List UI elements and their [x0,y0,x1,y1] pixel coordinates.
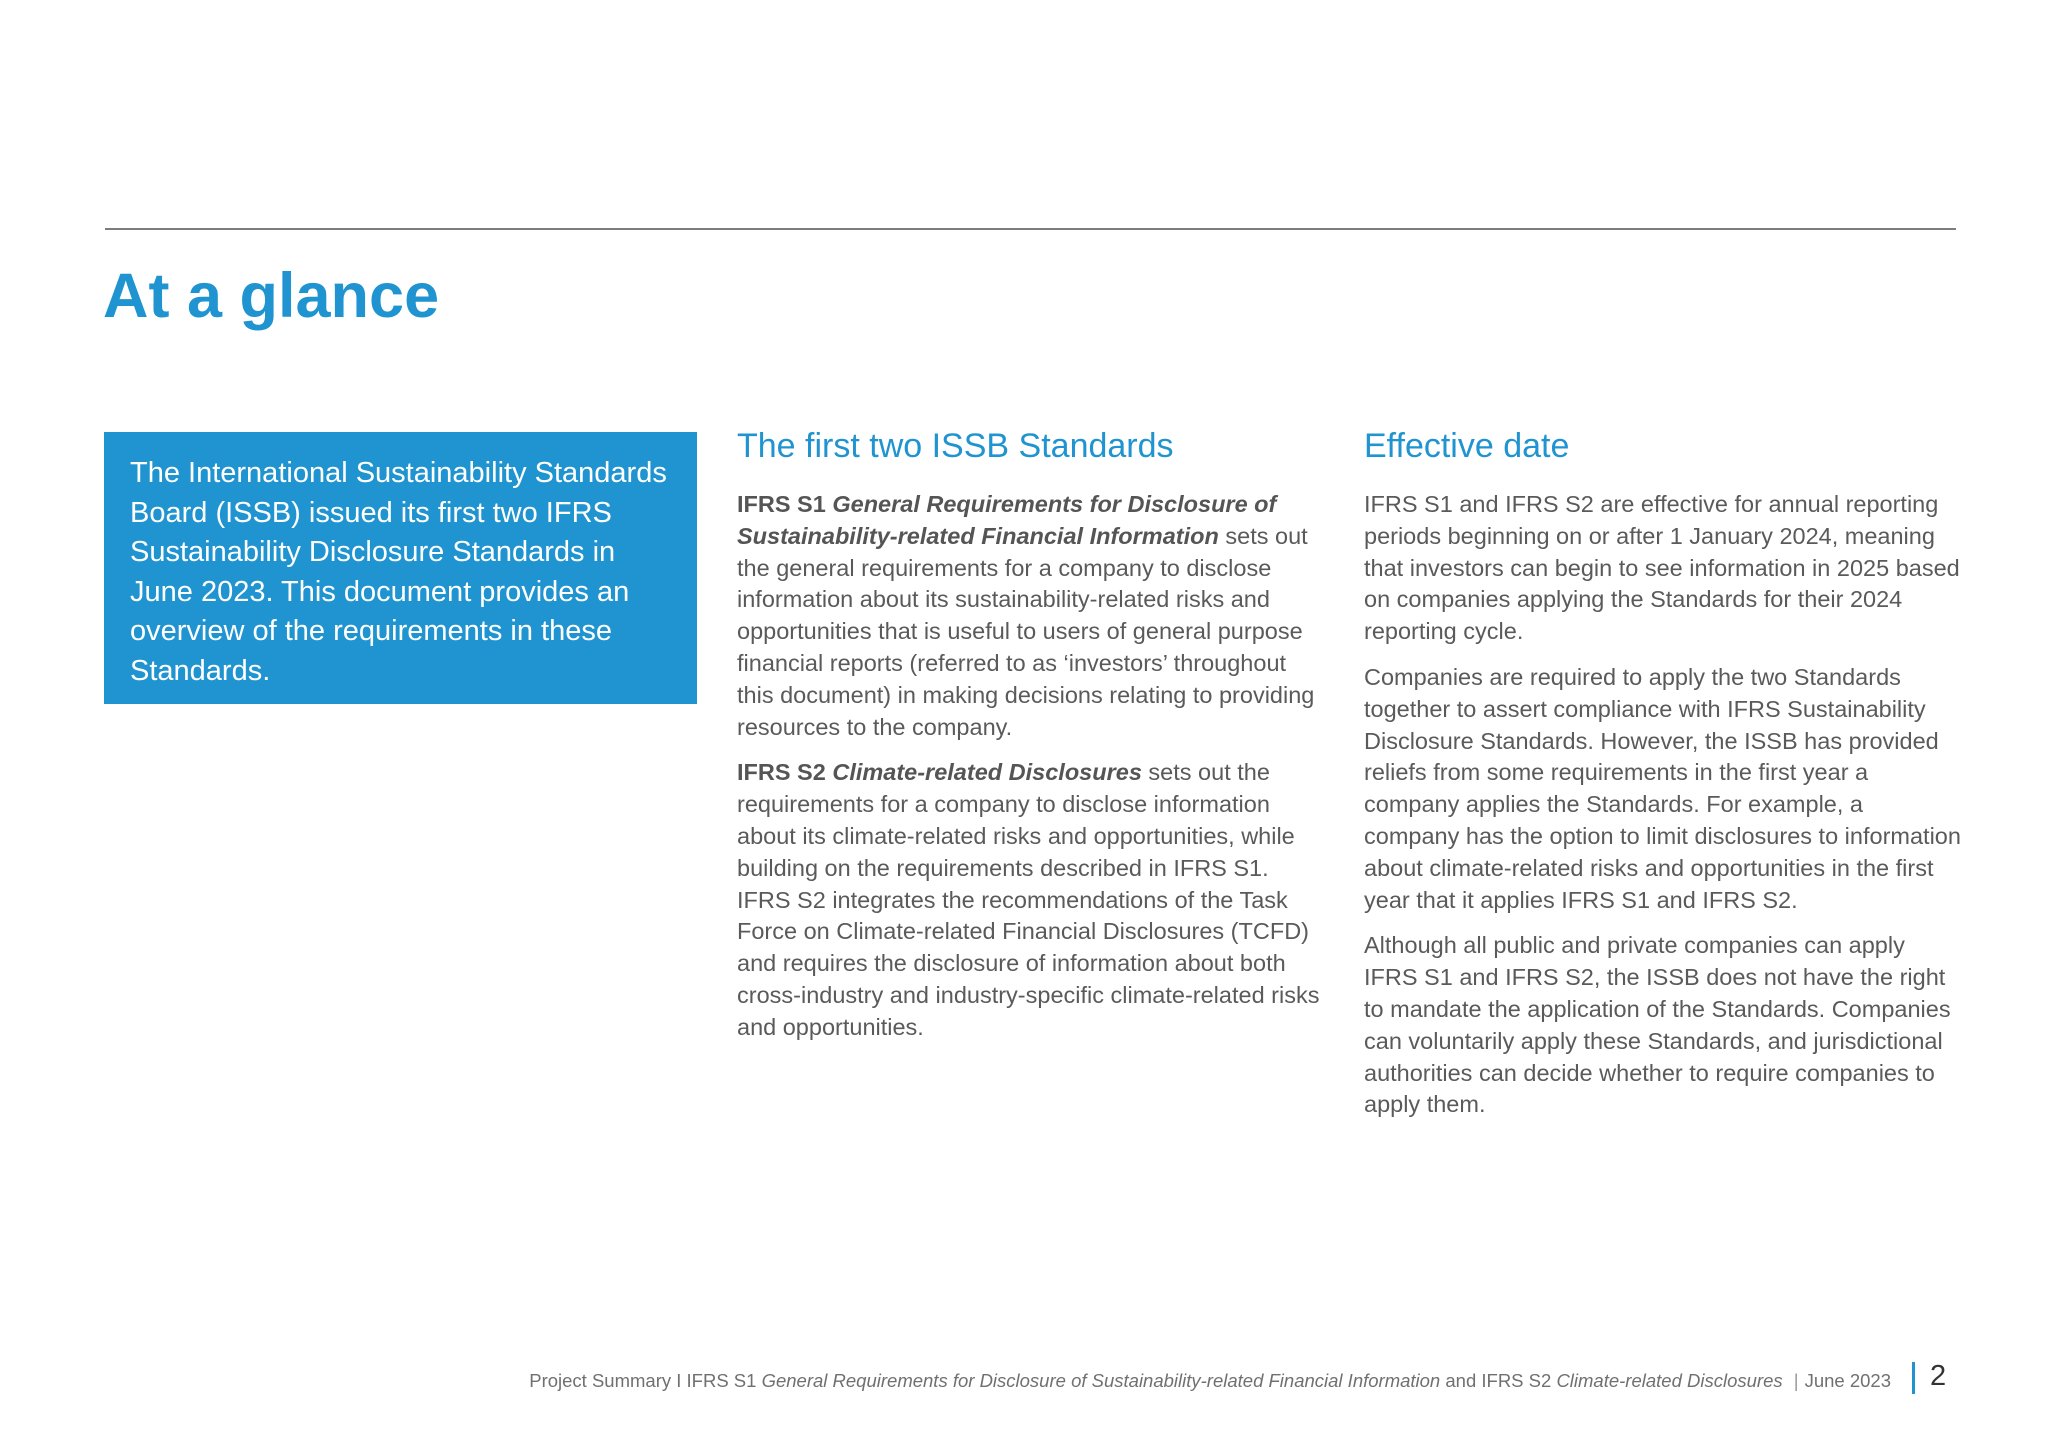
standards-column [737,424,1327,1058]
header-rule [105,228,1956,230]
ifrs-s2-description: sets out the requirements for a company to disclose information about its climate-related risks and opportunities, while building on the requirements described in IFRS S1. IFRS S2 integrates the recommendations of the Task Force on Climate-related Financial Disclosures (TCFD) and requires the disclosure of information about both cross-industry and industry-specific climate-related risks and opportunities. [737,759,1320,1040]
page-footer [0,1362,2048,1402]
ifrs-s2-paragraph [737,757,1327,1043]
ifrs-s1-title: General Requirements for Disclosure of Sustainability-related Financial Information [737,491,1277,549]
ifrs-s1-description: sets out the general requirements for a company to disclose information about its sustainability-related risks and opportunities that is useful to users of general purpose financial reports (referred to as ‘investors’ throughout this document) in making decisions relating to providing resources to the company. [737,522,1315,740]
ifrs-s1-code: IFRS S1 [737,491,826,517]
footer-s1-title: General Requirements for Disclosure of Sustainability-related Financial Information [761,1370,1441,1391]
footer-accent-bar [1912,1362,1915,1394]
footer-separator: | [1793,1370,1799,1391]
intro-text: The International Sustainability Standards Board (ISSB) issued its first two IFRS Sustainability Disclosure Standards in June 2023. This document provides an overview of the requirements in these Standards. [130,457,667,687]
ifrs-s2-title: Climate-related Disclosures [832,759,1142,786]
effective-paragraph-2: Companies are required to apply the two Standards together to assert compliance with IFRS Sustainability Disclosure Standards. However, the ISSB has provided reliefs from some requirements in the first year a company applies the Standards. For example, a company has the option to limit disclosures to information about climate-related risks and opportunities in the first year that it applies IFRS S1 and IFRS S2. [1364,663,1961,913]
page-title: At a glance [103,261,440,331]
footer-s2-title: Climate-related Disclosures [1556,1370,1783,1391]
effective-paragraph-3: Although all public and private companies can apply IFRS S1 and IFRS S2, the ISSB does not have the right to mandate the application of the Standards. Companies can voluntarily apply these Standards, and jurisdictional authorities can decide whether to require companies to apply them. [1364,932,1951,1118]
effective-date-heading: Effective date [1364,427,1570,465]
page-number: 2 [1930,1360,1947,1392]
ifrs-s2-code: IFRS S2 [737,759,826,786]
intro-callout [104,432,697,704]
footer-middle: and IFRS S2 [1445,1370,1552,1391]
footer-date: June 2023 [1804,1370,1891,1391]
footer-prefix: Project Summary I IFRS S1 [529,1370,757,1391]
effective-paragraph-1: IFRS S1 and IFRS S2 are effective for annual reporting periods beginning on or after 1 January 2024, meaning that investors can begin to see information in 2025 based on companies applying the Standards for their 2024 reporting cycle. [1364,491,1960,645]
standards-heading: The first two ISSB Standards [737,427,1174,465]
footer-text [529,1370,1891,1392]
effective-date-column [1364,424,1964,1135]
ifrs-s1-paragraph [737,489,1327,743]
